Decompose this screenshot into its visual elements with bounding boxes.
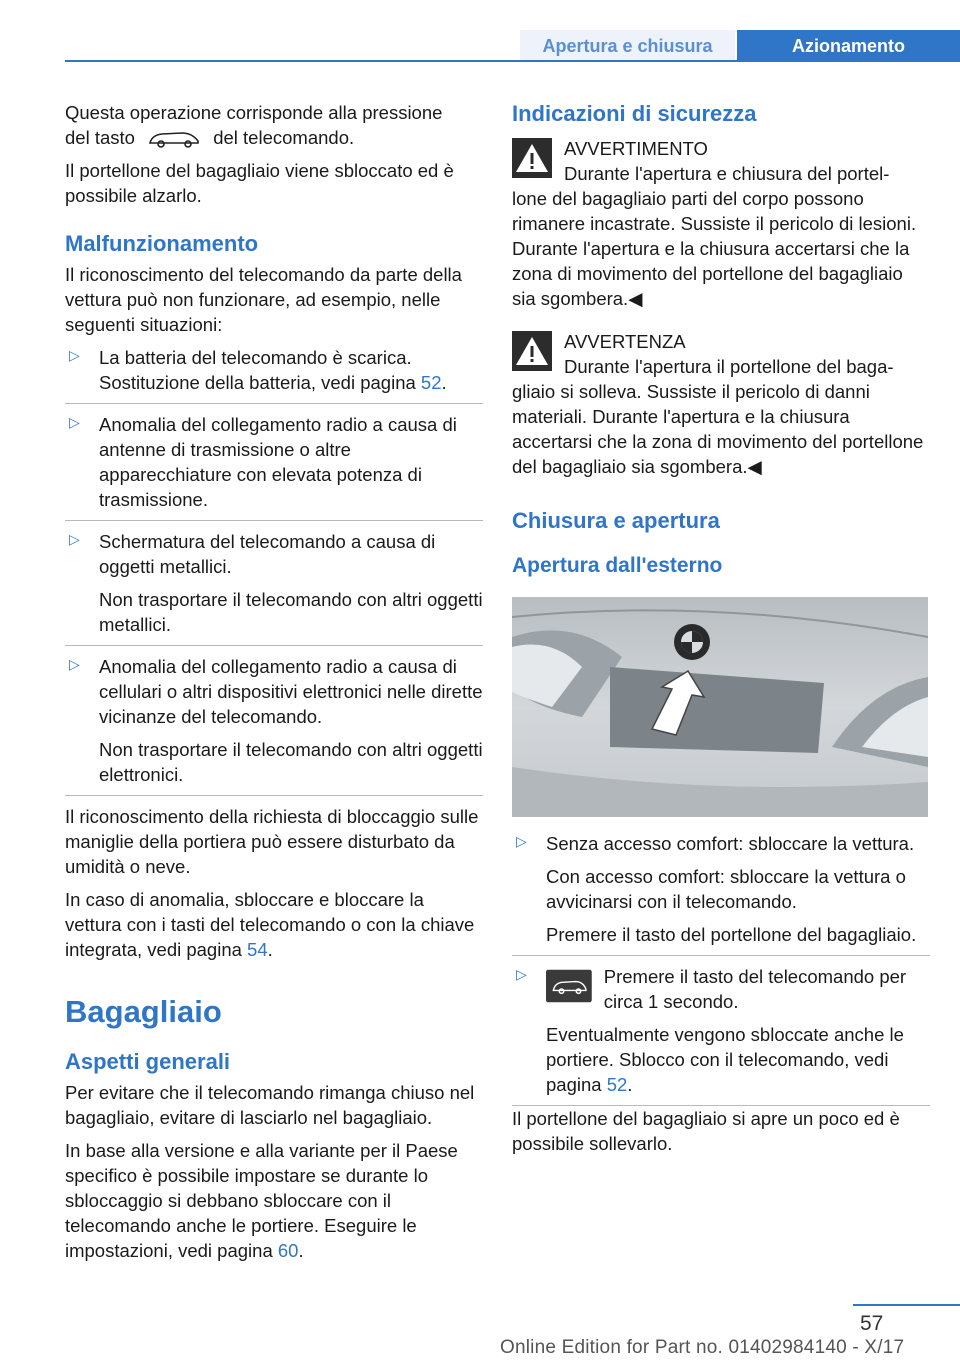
general-paragraph-1: Per evitare che il telecomando rimanga chiuso nel bagagliaio, evitare di lasciarlo nel bagagliaio. (65, 1082, 475, 1128)
trunk-illustration-svg (512, 597, 928, 817)
paragraph-anomaly (65, 887, 483, 962)
intro-text-a: Questa operazione corrisponde alla pressione (65, 102, 443, 123)
page-link[interactable]: 52 (420, 372, 442, 393)
item-text: La batteria del telecomando è scarica. Sostituzione della batteria, vedi pagina (99, 347, 416, 393)
step-note (546, 1022, 930, 1097)
footer-rule (853, 1304, 960, 1306)
caution-text: gliaio si solleva. Sussiste il pericolo di danni materiali. Durante l'apertura e la chiusura accertarsi che la zona di movimento del portellone del bagagliaio sia sgombera.◀ (512, 381, 924, 477)
step-note: Premere il tasto del portellone del bagagliaio. (546, 924, 917, 945)
malfunction-title: Malfunzionamento (65, 231, 259, 256)
trunk-illustration (512, 597, 928, 817)
left-column (65, 100, 483, 1271)
header-rule (65, 60, 960, 62)
page-link[interactable]: 60 (277, 1240, 299, 1261)
general-paragraph-2 (65, 1138, 483, 1263)
list-item (512, 831, 930, 956)
page-link[interactable]: 54 (247, 939, 268, 960)
paragraph-humidity: Il riconoscimento della richiesta di bloccaggio sulle maniglie della portiera può essere disturbato da umidità o neve. (65, 806, 479, 877)
paragraph-unlock: Il portellone del bagagliaio viene sbloccato ed è possibile alzarlo. (65, 160, 454, 206)
closing-opening-title: Chiusura e apertura (512, 508, 720, 533)
warning-block (512, 136, 930, 311)
header-section[interactable]: Azionamento (737, 30, 960, 62)
warning-title: AVVERTIMENTO (564, 138, 708, 159)
step-note: Con accesso comfort: sbloccare la vettura o avvicinarsi con il telecomando. (546, 866, 906, 912)
triangle-bullet-icon: ▷ (516, 966, 527, 982)
caution-block (512, 329, 930, 479)
general-text: In base alla versione e alla variante per il Paese specifico è possibile impostare se durante lo sbloccaggio si debbano sbloccare con il telecomando anche le portiere. Eseguire le impostazioni, vedi pagina (65, 1140, 458, 1261)
caution-title: AVVERTENZA (564, 331, 686, 352)
caution-text-first: Durante l'apertura il portellone del baga- (564, 356, 894, 377)
malfunction-intro: Il riconoscimento del telecomando da parte della vettura può non funzionare, ad esempio, nelle seguenti situazioni: (65, 264, 462, 335)
anomaly-punct: . (267, 939, 273, 960)
general-punct: . (298, 1240, 304, 1261)
list-item (65, 345, 483, 404)
exterior-opening-title: Apertura dall'esterno (512, 554, 723, 577)
paragraph-intro (65, 100, 483, 150)
item-punct: . (441, 372, 447, 393)
item-note: Non trasportare il telecomando con altri oggetti elettronici. (99, 739, 483, 785)
triangle-bullet-icon: ▷ (69, 414, 80, 430)
bagagliaio-title: Bagagliaio (65, 994, 222, 1029)
page-number: 57 (860, 1312, 884, 1335)
item-note: Non trasportare il telecomando con altri oggetti metallici. (99, 589, 483, 635)
list-item (512, 964, 930, 1106)
car-trunk-key-icon (146, 129, 202, 149)
edition-note: Online Edition for Part no. 01402984140 - X/17 (500, 1337, 905, 1358)
warning-text: lone del bagagliaio parti del corpo possono rimanere incastrate. Sussiste il pericolo di lesioni. Durante l'apertura e la chiusura accertarsi che la zona di movimento del portellone del bagagliaio sia sgombera.◀ (512, 188, 917, 309)
triangle-bullet-icon: ▷ (69, 656, 80, 672)
header-chapter[interactable]: Apertura e chiusura (520, 30, 735, 62)
final-paragraph: Il portellone del bagagliaio si apre un poco ed è possibile sollevarlo. (512, 1108, 900, 1154)
warning-text-first: Durante l'apertura e chiusura del portel- (564, 163, 890, 184)
anomaly-text: In caso di anomalia, sbloccare e bloccare la vettura con i tasti del telecomando o con la chiave integrata, vedi pagina (65, 889, 475, 960)
triangle-bullet-icon: ▷ (69, 347, 80, 363)
step-text: Premere il tasto del telecomando per circa 1 secondo. (603, 966, 907, 1012)
general-title: Aspetti generali (65, 1049, 231, 1074)
steps-list (512, 831, 930, 1106)
step-text: Senza accesso comfort: sbloccare la vettura. (546, 833, 915, 854)
page-link[interactable]: 52 (606, 1074, 628, 1095)
intro-text-c: del telecomando. (213, 127, 355, 148)
right-column (512, 100, 930, 1164)
step-note-punct: . (627, 1074, 633, 1095)
malfunction-list (65, 345, 483, 796)
item-text: Anomalia del collegamento radio a causa di antenne di trasmissione o altre apparecchiature con elevata potenza di trasmissione. (99, 414, 457, 510)
triangle-bullet-icon: ▷ (69, 531, 80, 547)
warning-triangle-icon (512, 331, 552, 371)
item-text: Schermatura del telecomando a causa di oggetti metallici. (99, 531, 436, 577)
warning-triangle-icon (512, 138, 552, 178)
intro-text-b: del tasto (65, 127, 135, 148)
remote-trunk-button-icon (546, 964, 592, 1008)
list-item (65, 529, 483, 646)
triangle-bullet-icon: ▷ (516, 833, 527, 849)
safety-title: Indicazioni di sicurezza (512, 101, 757, 126)
list-item (65, 412, 483, 521)
step-note-text: Eventualmente vengono sbloccate anche le portiere. Sblocco con il telecomando, vedi pagina (546, 1024, 904, 1095)
item-text: Anomalia del collegamento radio a causa di cellulari o altri dispositivi elettronici nelle dirette vicinanze del telecomando. (99, 656, 483, 727)
list-item (65, 654, 483, 796)
